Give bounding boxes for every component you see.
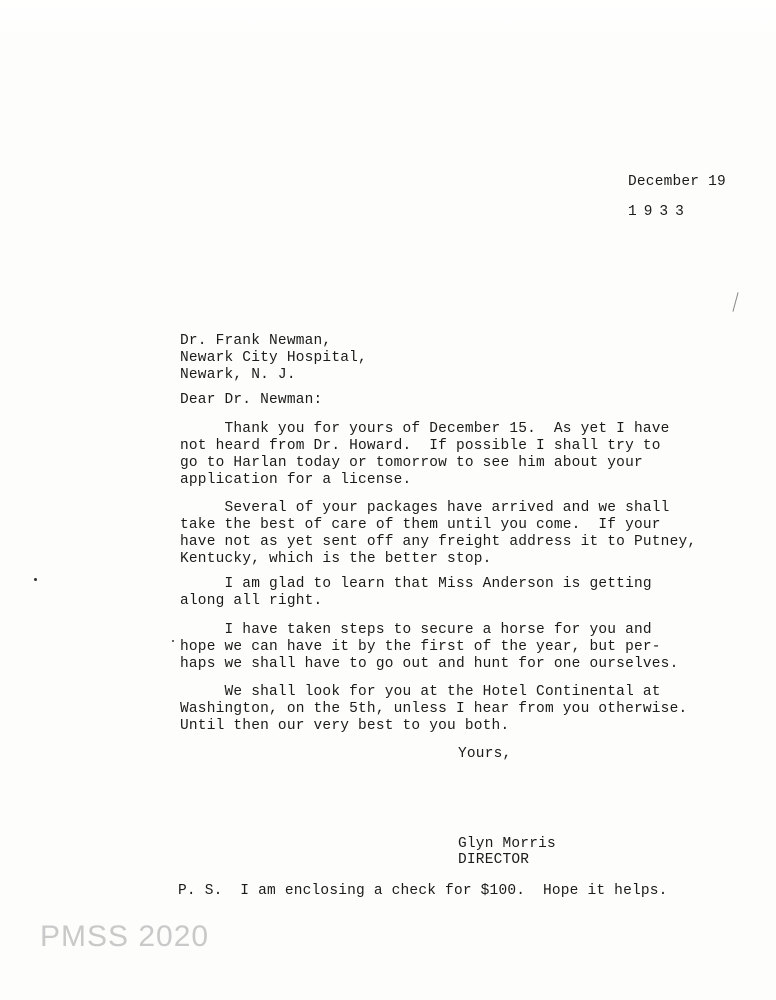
paragraph-line: Kentucky, which is the better stop. — [180, 551, 492, 567]
paragraph-line: Thank you for yours of December 15. As yet I have — [180, 421, 670, 437]
letter-year: 1933 — [628, 204, 691, 220]
salutation: Dear Dr. Newman: — [180, 392, 323, 408]
paragraph-line: take the best of care of them until you come. If your — [180, 517, 661, 533]
recipient-line: Dr. Frank Newman, — [180, 333, 332, 349]
paragraph-line: go to Harlan today or tomorrow to see him about your — [180, 455, 643, 471]
paragraph-line: application for a license. — [180, 472, 412, 488]
recipient-line: Newark, N. J. — [180, 367, 296, 383]
paragraph-line: We shall look for you at the Hotel Continental at — [180, 684, 661, 700]
paragraph-line: I am glad to learn that Miss Anderson is getting — [180, 576, 652, 592]
signer-name: Glyn Morris — [458, 836, 556, 852]
paragraph-line: have not as yet sent off any freight address it to Putney, — [180, 534, 697, 550]
paragraph-line: Until then our very best to you both. — [180, 718, 510, 734]
paragraph-line: Several of your packages have arrived and we shall — [180, 500, 670, 516]
page-top-edge — [0, 0, 776, 40]
paragraph-line: hope we can have it by the first of the year, but per- — [180, 639, 661, 655]
scan-mark — [732, 292, 738, 312]
recipient-line: Newark City Hospital, — [180, 350, 367, 366]
closing: Yours, — [458, 746, 512, 762]
paragraph-line: not heard from Dr. Howard. If possible I shall try to — [180, 438, 661, 454]
watermark: PMSS 2020 — [40, 920, 210, 953]
letter-date: December 19 — [628, 174, 726, 190]
scan-speck — [172, 640, 174, 642]
paragraph-line: along all right. — [180, 593, 323, 609]
signer-title: DIRECTOR — [458, 852, 530, 868]
scan-speck — [34, 578, 37, 581]
paragraph-line: Washington, on the 5th, unless I hear from you otherwise. — [180, 701, 688, 717]
paragraph-line: I have taken steps to secure a horse for you and — [180, 622, 652, 638]
postscript: P. S. I am enclosing a check for $100. Hope it helps. — [178, 883, 668, 899]
paragraph-line: haps we shall have to go out and hunt for one ourselves. — [180, 656, 679, 672]
